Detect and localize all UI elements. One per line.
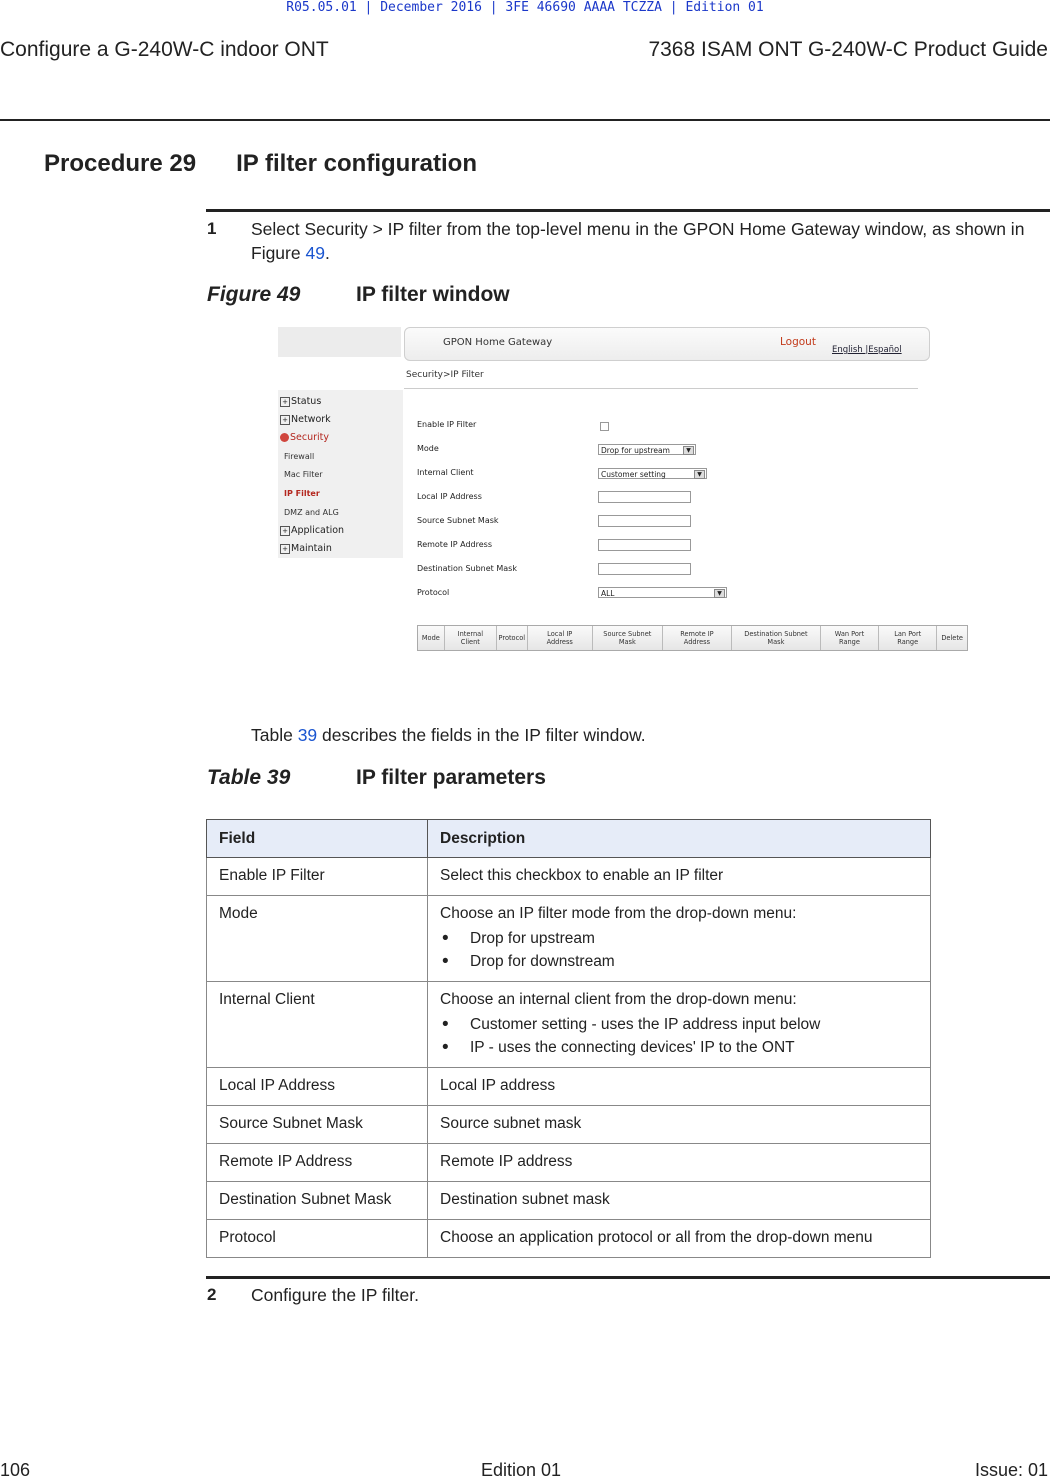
filter-list-header bbox=[417, 625, 968, 651]
col-delete: Delete bbox=[937, 626, 967, 650]
nav-header-strip bbox=[278, 327, 401, 357]
header-chapter: Configure a G-240W-C indoor ONT bbox=[0, 38, 329, 61]
sidebar-item-network[interactable]: + Network bbox=[280, 414, 331, 425]
mode-label: Mode bbox=[417, 444, 439, 453]
remote-ip-label: Remote IP Address bbox=[417, 540, 492, 549]
table-row: Protocol Choose an application protocol or all from the drop-down menu bbox=[207, 1220, 931, 1258]
col-protocol: Protocol bbox=[497, 626, 528, 650]
mode-select[interactable]: Drop for upstream ▼ bbox=[598, 444, 696, 455]
remote-ip-input[interactable] bbox=[598, 539, 691, 551]
source-mask-input[interactable] bbox=[598, 515, 691, 527]
header-guide-title: 7368 ISAM ONT G-240W-C Product Guide bbox=[648, 38, 1048, 61]
list-item: • Customer setting - uses the IP address input below bbox=[440, 1013, 918, 1036]
table-row: Mode Choose an IP filter mode from the drop-down menu: • Drop for upstream • Drop for downstream bbox=[207, 896, 931, 982]
step-1-divider bbox=[206, 209, 1050, 212]
table-intro: Table 39 describes the fields in the IP filter window. bbox=[251, 725, 646, 745]
step-2-divider bbox=[206, 1276, 1050, 1279]
col-dest-mask: Destination Subnet Mask bbox=[732, 626, 821, 650]
procedure-label: Procedure 29 bbox=[44, 150, 197, 177]
sidebar-item-security[interactable]: Security bbox=[280, 432, 329, 443]
table-row: Local IP Address Local IP address bbox=[207, 1068, 931, 1106]
table-header-field: Field bbox=[207, 820, 428, 858]
col-mode: Mode bbox=[418, 626, 445, 650]
table-row: Source Subnet Mask Source subnet mask bbox=[207, 1106, 931, 1144]
table-row: Internal Client Choose an internal client from the drop-down menu: • Customer setting - uses the IP address input below • IP - uses the connecting devices' IP to the ONT bbox=[207, 982, 931, 1068]
submenu-ip-filter[interactable]: IP Filter bbox=[284, 489, 320, 498]
table-header-description: Description bbox=[428, 820, 931, 858]
table-title: IP filter parameters bbox=[356, 766, 546, 789]
col-lan-port: Lan Port Range bbox=[879, 626, 937, 650]
protocol-label: Protocol bbox=[417, 588, 450, 597]
table-row: Remote IP Address Remote IP address bbox=[207, 1144, 931, 1182]
sidebar-item-application[interactable]: + Application bbox=[280, 525, 344, 536]
logout-link[interactable]: Logout bbox=[780, 336, 816, 348]
step-1-text bbox=[251, 217, 1050, 265]
table-label: Table 39 bbox=[207, 766, 291, 789]
ip-filter-window-screenshot bbox=[278, 322, 968, 652]
step-1-number: 1 bbox=[207, 219, 217, 238]
local-ip-input[interactable] bbox=[598, 491, 691, 503]
figure-caption bbox=[207, 283, 510, 307]
submenu-dmz-alg[interactable]: DMZ and ALG bbox=[284, 508, 339, 517]
source-mask-label: Source Subnet Mask bbox=[417, 516, 499, 525]
language-links[interactable]: English |Español bbox=[832, 345, 902, 355]
list-item: • IP - uses the connecting devices' IP to the ONT bbox=[440, 1036, 918, 1059]
table-row: Enable IP Filter Select this checkbox to enable an IP filter bbox=[207, 858, 931, 896]
col-local-ip: Local IP Address bbox=[528, 626, 593, 650]
col-source-mask: Source Subnet Mask bbox=[593, 626, 663, 650]
footer-issue: Issue: 01 bbox=[974, 1460, 1048, 1480]
plus-icon: + bbox=[280, 397, 290, 407]
procedure-heading bbox=[44, 150, 477, 178]
step-2-text: Configure the IP filter. bbox=[251, 1285, 419, 1305]
dropdown-arrow-icon: ▼ bbox=[694, 470, 705, 479]
footer-edition: Edition 01 bbox=[481, 1460, 562, 1480]
breadcrumb: Security>IP Filter bbox=[406, 370, 484, 380]
table-caption bbox=[207, 766, 546, 790]
col-wan-port: Wan Port Range bbox=[821, 626, 879, 650]
internal-client-label: Internal Client bbox=[417, 468, 474, 477]
internal-client-select[interactable]: Customer setting ▼ bbox=[598, 468, 707, 479]
procedure-title: IP filter configuration bbox=[236, 150, 477, 177]
protocol-select[interactable]: ALL ▼ bbox=[598, 587, 727, 598]
figure-title: IP filter window bbox=[356, 283, 510, 306]
plus-icon: + bbox=[280, 544, 290, 554]
col-internal-client: Internal Client bbox=[445, 626, 497, 650]
local-ip-label: Local IP Address bbox=[417, 492, 482, 501]
minus-icon bbox=[280, 433, 289, 442]
sidebar-item-maintain[interactable]: + Maintain bbox=[280, 543, 332, 554]
dest-mask-label: Destination Subnet Mask bbox=[417, 564, 517, 573]
enable-ip-filter-checkbox[interactable] bbox=[600, 422, 609, 431]
submenu-firewall[interactable]: Firewall bbox=[284, 452, 315, 461]
col-remote-ip: Remote IP Address bbox=[663, 626, 732, 650]
ip-filter-parameters-table bbox=[206, 819, 931, 1258]
table-row: Destination Subnet Mask Destination subnet mask bbox=[207, 1182, 931, 1220]
figure-label: Figure 49 bbox=[207, 283, 301, 306]
step-1-text-a: Select Security > IP filter from the top-level menu in the GPON Home Gateway window, as shown in Figure bbox=[251, 219, 1025, 263]
plus-icon: + bbox=[280, 526, 290, 536]
breadcrumb-divider bbox=[404, 388, 918, 389]
list-item: • Drop for downstream bbox=[440, 950, 918, 973]
figure-49-link[interactable]: 49 bbox=[305, 243, 325, 263]
submenu-mac-filter[interactable]: Mac Filter bbox=[284, 470, 323, 479]
plus-icon: + bbox=[280, 415, 290, 425]
step-1-text-b: . bbox=[324, 243, 330, 263]
dropdown-arrow-icon: ▼ bbox=[683, 446, 694, 455]
header-divider bbox=[0, 119, 1050, 121]
enable-ip-filter-label: Enable IP Filter bbox=[417, 420, 477, 429]
list-item: • Drop for upstream bbox=[440, 927, 918, 950]
dest-mask-input[interactable] bbox=[598, 563, 691, 575]
dropdown-arrow-icon: ▼ bbox=[714, 589, 725, 598]
table-39-link[interactable]: 39 bbox=[297, 725, 318, 745]
sidebar-menu bbox=[278, 390, 403, 558]
sidebar-item-status[interactable]: + Status bbox=[280, 396, 321, 407]
footer-page-number: 106 bbox=[0, 1460, 31, 1480]
document-release-note: R05.05.01 | December 2016 | 3FE 46690 AAAA TCZZA | Edition 01 bbox=[286, 0, 764, 15]
step-2-number: 2 bbox=[207, 1285, 217, 1304]
gateway-title: GPON Home Gateway bbox=[443, 337, 553, 348]
